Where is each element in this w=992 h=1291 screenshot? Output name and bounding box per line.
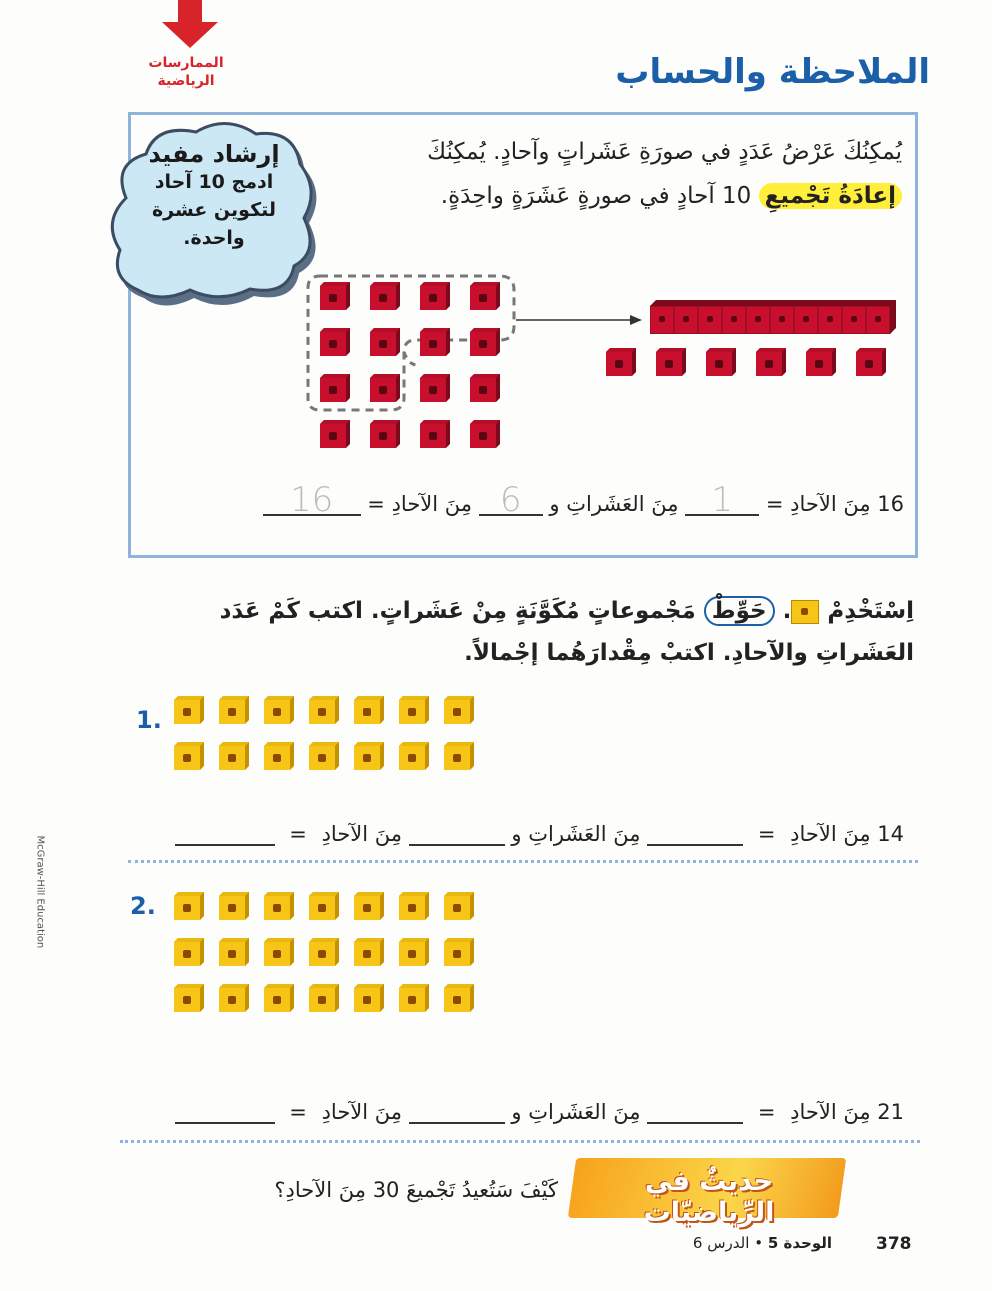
yellow-unit-cube (307, 694, 341, 726)
yellow-unit-cube (442, 936, 476, 968)
red-unit-cube (318, 280, 352, 312)
ten-rod (650, 300, 896, 334)
tip-text (124, 140, 304, 252)
yellow-unit-cube (217, 694, 251, 726)
yellow-unit-cube (262, 936, 296, 968)
example-ones-label2: مِنَ الآحادِ (391, 492, 473, 516)
red-unit-cube (468, 418, 502, 450)
footer-lesson-info (693, 1234, 832, 1252)
problem-2-ones-blank[interactable] (409, 1096, 505, 1124)
problem-2-and: و (511, 1100, 522, 1124)
practices-tag-line1: الممارسات (148, 55, 224, 71)
problem-1-ones: 14 (877, 822, 904, 846)
red-unit-cube (418, 372, 452, 404)
tip-title: إرشاد مفيد (148, 140, 280, 168)
yellow-unit-cube (442, 890, 476, 922)
problem-2-equals: = (757, 1100, 776, 1124)
intro-line1: يُمكِنُكَ عَرْضُ عَدَدٍ في صورَةِ عَشَراتٍ وآحادٍ. يُمكِنُكَ (427, 139, 902, 165)
problem-1-ones-label2: مِنَ الآحادِ (321, 822, 403, 846)
problem-1-ones-label: مِنَ الآحادِ (790, 822, 871, 846)
instructions (174, 590, 914, 674)
yellow-unit-cube (262, 694, 296, 726)
problem-1-and: و (511, 822, 522, 846)
yellow-unit-cube (442, 982, 476, 1014)
tip-line1: ادمج 10 آحاد (154, 171, 274, 193)
page-number: 378 (876, 1234, 912, 1254)
red-unit-cube (704, 346, 738, 378)
red-unit-cube (368, 418, 402, 450)
yellow-unit-cube (397, 890, 431, 922)
example-total-answer: 16 (263, 486, 361, 516)
yellow-unit-cube (217, 936, 251, 968)
side-credit: McGraw-Hill Education (34, 835, 46, 949)
problem-1-total-blank[interactable] (175, 818, 275, 846)
footer-lesson: الدرس 6 (692, 1234, 750, 1252)
red-unit-cube (604, 346, 638, 378)
math-practices-tag (138, 54, 234, 90)
circle-word: حَوِّطْ (704, 596, 775, 626)
yellow-unit-cube (172, 740, 206, 772)
yellow-unit-cube (217, 982, 251, 1014)
math-talk-question: كَيْفَ سَتُعيدُ تَجْميعَ 30 مِنَ الآحادِ؟ (274, 1178, 558, 1202)
yellow-unit-cube (397, 740, 431, 772)
down-arrow-icon (158, 0, 222, 50)
problem-2-ones: 21 (877, 1100, 904, 1124)
red-unit-cube (654, 346, 688, 378)
yellow-unit-cube (442, 740, 476, 772)
yellow-unit-cube (307, 890, 341, 922)
footer-bullet: • (754, 1234, 764, 1252)
yellow-unit-cube (307, 936, 341, 968)
yellow-unit-cube (352, 740, 386, 772)
red-unit-cube (368, 326, 402, 358)
divider-2 (120, 1140, 920, 1143)
yellow-unit-cube (172, 936, 206, 968)
yellow-unit-cube (307, 982, 341, 1014)
problem-1-number: 1. (136, 706, 162, 734)
intro-text (322, 130, 902, 218)
instructions-use: اِسْتَخْدِمْ (827, 598, 914, 624)
arrow-right-icon (516, 312, 642, 328)
tip-line2: لتكوين عشرة (151, 199, 277, 221)
yellow-unit-cube (262, 982, 296, 1014)
yellow-unit-cube (262, 890, 296, 922)
red-unit-cube (368, 372, 402, 404)
example-equation (263, 480, 904, 520)
yellow-unit-cube (442, 694, 476, 726)
red-unit-cube (418, 326, 452, 358)
problem-2-equation (175, 1096, 904, 1124)
red-unit-cube (468, 372, 502, 404)
red-unit-cube (754, 346, 788, 378)
problem-1-equals: = (757, 822, 776, 846)
problem-1-cubes (172, 694, 492, 784)
footer-unit: الوحدة 5 (767, 1234, 832, 1252)
example-ones-label: مِنَ الآحادِ (790, 492, 871, 516)
tip-line3: واحدة. (183, 227, 245, 249)
red-unit-cube (468, 280, 502, 312)
example-ones-answer: 6 (479, 486, 543, 516)
problem-2-total-blank[interactable] (175, 1096, 275, 1124)
math-talk-banner: حديثٌ في الرِّياضيّات (643, 1166, 775, 1228)
red-unit-cube (418, 418, 452, 450)
yellow-unit-cube (262, 740, 296, 772)
divider-1 (128, 860, 918, 863)
yellow-unit-cube (352, 982, 386, 1014)
intro-line2-rest: 10 آحادٍ في صورةٍ عَشَرَةٍ واحِدَةٍ. (440, 183, 752, 209)
instructions-line1-rest: مَجْموعاتٍ مُكَوَّنَةٍ مِنْ عَشَراتٍ. اكتب كَمْ عَدَد (219, 598, 696, 624)
six-ones-row (604, 346, 904, 382)
example-tens-label: مِنَ العَشَراتِ (566, 492, 679, 516)
red-unit-cube (318, 418, 352, 450)
problem-2-ones-label: مِنَ الآحادِ (790, 1100, 871, 1124)
red-unit-cube (854, 346, 888, 378)
yellow-unit-cube (397, 982, 431, 1014)
problem-1-tens-blank[interactable] (647, 818, 743, 846)
problem-1-equals2: = (289, 822, 307, 846)
problem-2-tens-blank[interactable] (647, 1096, 743, 1124)
example-ones-total: 16 (877, 492, 904, 516)
instructions-line2: العَشَراتِ والآحادِ. اكتبْ مِقْدارَهُما إجْمالاً. (464, 640, 914, 666)
red-unit-cube (318, 326, 352, 358)
yellow-unit-cube (217, 740, 251, 772)
page-title: الملاحظة والحساب (615, 52, 930, 92)
yellow-cube-icon (791, 600, 819, 624)
yellow-unit-cube (172, 890, 206, 922)
red-unit-cube (418, 280, 452, 312)
yellow-unit-cube (217, 890, 251, 922)
example-equals: = (765, 492, 784, 516)
example-tens-answer: 1 (685, 486, 759, 516)
problem-1-tens-label: مِنَ العَشَراتِ (528, 822, 641, 846)
regroup-term: إعادَةُ تَجْميعِ (759, 183, 902, 209)
red-cubes-grid (318, 280, 518, 455)
red-unit-cube (804, 346, 838, 378)
instructions-line1: اِسْتَخْدِمْ . حَوِّطْ مَجْموعاتٍ مُكَوَّنَةٍ مِنْ عَشَراتٍ. اكتب كَمْ عَدَد (219, 598, 914, 624)
problem-2-cubes (172, 890, 492, 1030)
red-unit-cube (318, 372, 352, 404)
example-equals2: = (367, 492, 385, 516)
practices-tag-line2: الرياضية (157, 73, 215, 89)
yellow-unit-cube (352, 694, 386, 726)
yellow-unit-cube (172, 982, 206, 1014)
problem-2-equals2: = (289, 1100, 307, 1124)
intro-line2 (322, 174, 902, 218)
yellow-unit-cube (397, 694, 431, 726)
yellow-unit-cube (397, 936, 431, 968)
red-unit-cube (468, 326, 502, 358)
yellow-unit-cube (352, 936, 386, 968)
yellow-unit-cube (307, 740, 341, 772)
problem-1-ones-blank[interactable] (409, 818, 505, 846)
problem-2-number: 2. (130, 892, 156, 920)
problem-1-equation (175, 818, 904, 846)
yellow-unit-cube (172, 694, 206, 726)
yellow-unit-cube (352, 890, 386, 922)
problem-2-ones-label2: مِنَ الآحادِ (321, 1100, 403, 1124)
problem-2-tens-label: مِنَ العَشَراتِ (528, 1100, 641, 1124)
example-and: و (549, 492, 560, 516)
red-unit-cube (368, 280, 402, 312)
